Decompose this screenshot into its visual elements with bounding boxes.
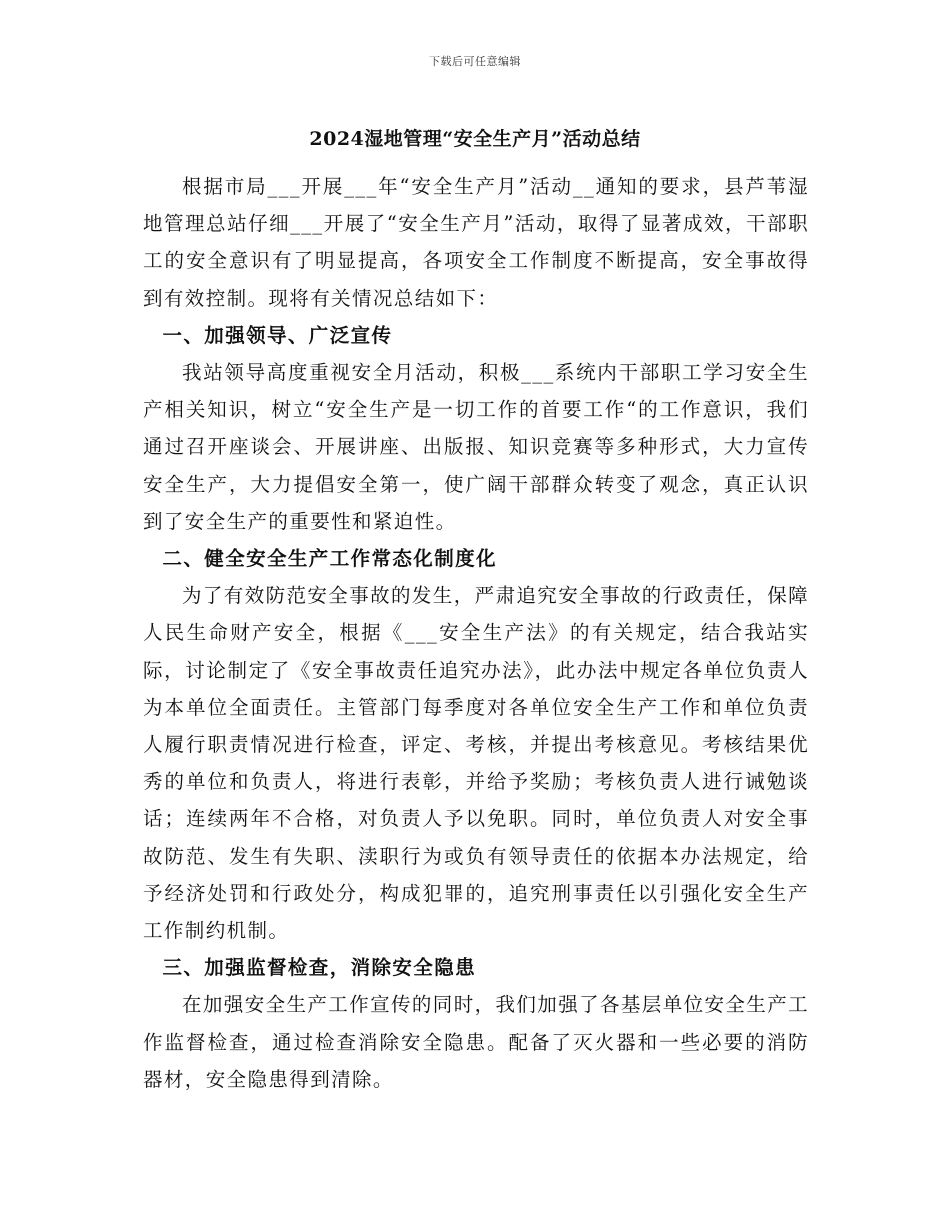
section-heading-2: 二、健全安全生产工作常态化制度化 [162,547,497,571]
intro-paragraph: 根据市局___开展___年“安全生产月”活动__通知的要求，县芦苇湿地管理总站仔细___开展了“安全生产月”活动，取得了显著成效，干部职工的安全意识有了明显提高，各项安全工作制度不断提高，安全事故得到有效控制。现将有关情况总结如下： [143,175,809,310]
section-heading-3: 三、加强监督检查，消除安全隐患 [162,956,477,980]
section-heading-1: 一、加强领导、广泛宣传 [162,323,393,347]
document-title: 2024湿地管理“安全生产月”活动总结 [309,128,641,150]
section-body-3: 在加强安全生产工作宣传的同时，我们加强了各基层单位安全生产工作监督检查，通过检查消除安全隐患。配备了灭火器和一些必要的消防器材，安全隐患得到清除。 [143,993,810,1091]
section-body-2: 为了有效防范安全事故的发生，严肃追究安全事故的行政责任，保障人民生命财产安全，根据《___安全生产法》的有关规定，结合我站实际，讨论制定了《安全事故责任追究办法》，此办法中规定各单位负责人为本单位全面责任。主管部门每季度对各单位安全生产工作和单位负责人履行职责情况进行检查，评定、考核，并提出考核意见。考核结果优秀的单位和负责人，将进行表彰，并给予奖励；考核负责人进行诫勉谈话；连续两年不合格，对负责人予以免职。同时，单位负责人对安全事故防范、发生有失职、渎职行为或负有领导责任的依据本办法规定，给予经济处罚和行政处分，构成犯罪的，追究刑事责任以引强化安全生产工作制约机制。 [143,584,810,943]
header-note: 下载后可任意编辑 [429,55,521,68]
section-body-1: 我站领导高度重视安全月活动，积极___系统内干部职工学习安全生产相关知识，树立“安全生产是一切工作的首要工作“的工作意识，我们通过召开座谈会、开展讲座、出版报、知识竞赛等多种形式，大力宣传安全生产，大力提倡安全第一，使广阔干部群众转变了观念，真正认识到了安全生产的重要性和紧迫性。 [143,361,809,533]
document-body [143,168,809,1098]
